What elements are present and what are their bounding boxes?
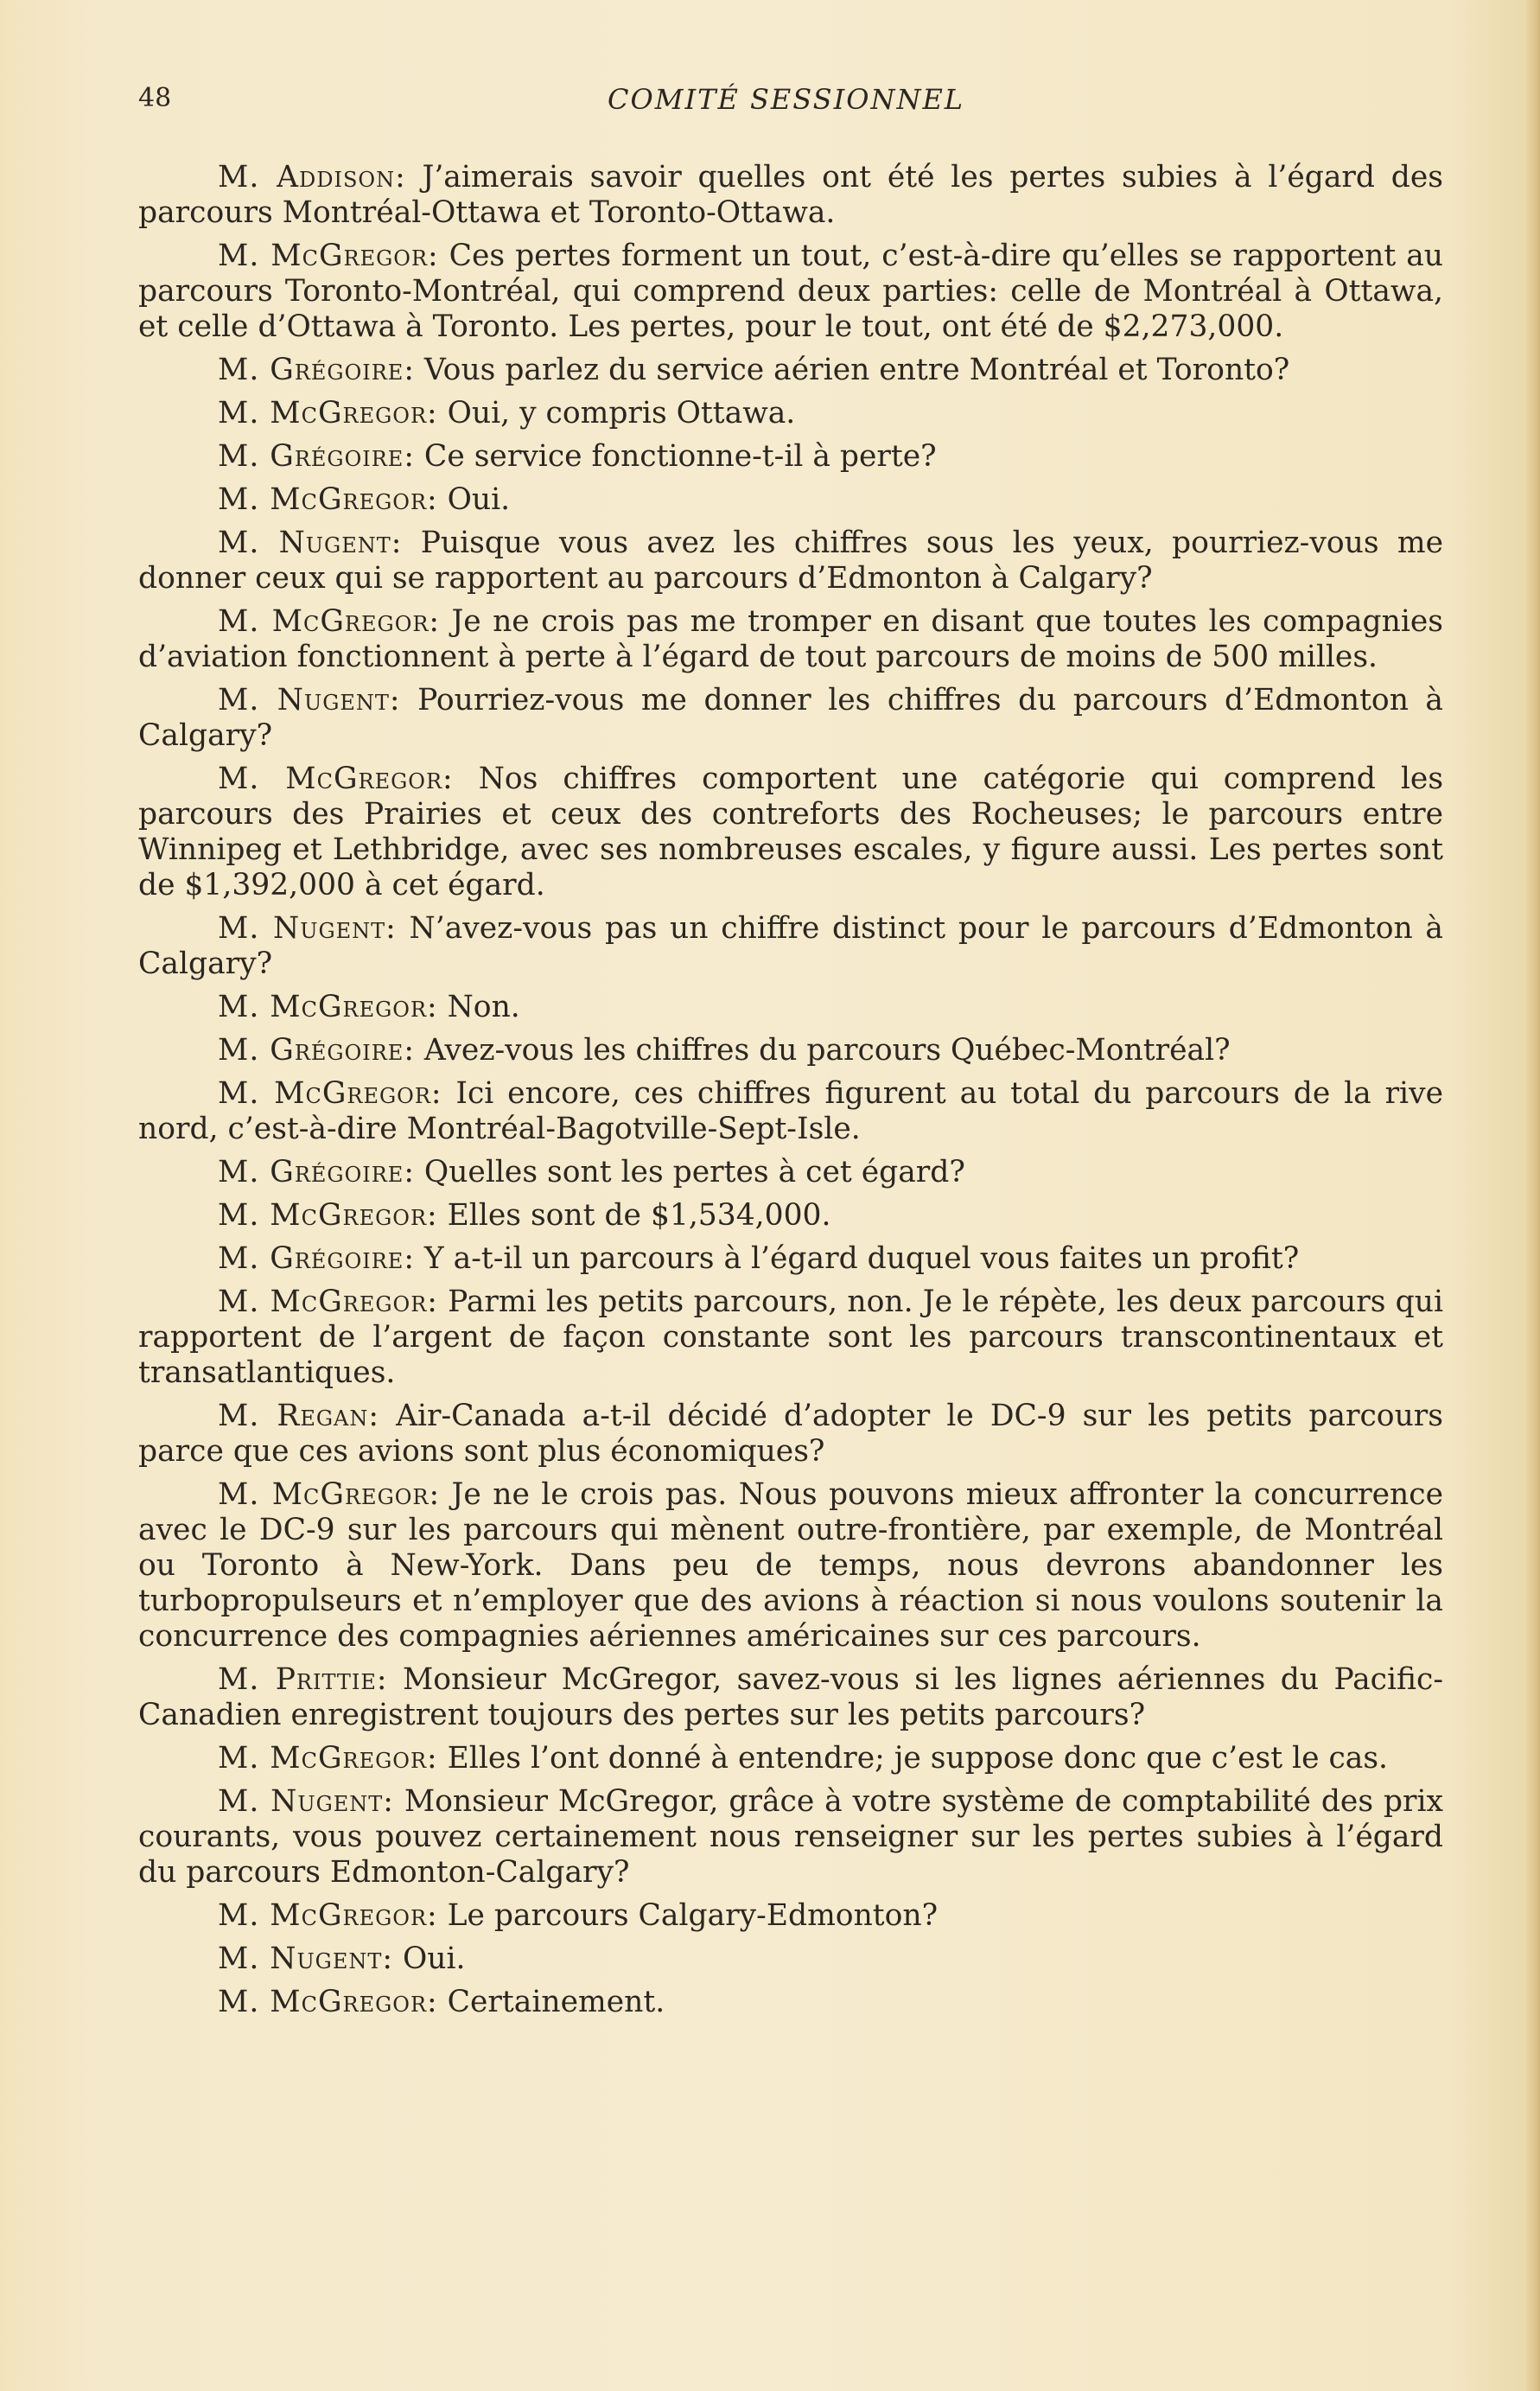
paragraph xyxy=(138,683,1443,754)
paragraph xyxy=(138,604,1443,675)
paragraph-text: Parmi les petits parcours, non. Je le répète, les deux parcours qui rapportent de l’argent de façon constante sont les parcours transcontinentaux et transatlantiques. xyxy=(138,1285,1443,1390)
speaker-name: M. McGregor: xyxy=(218,1477,441,1512)
paragraph-text: Non. xyxy=(447,990,520,1024)
paragraph xyxy=(138,239,1443,345)
speaker-name: M. McGregor: xyxy=(218,604,441,639)
paragraph xyxy=(138,1941,1443,1977)
paragraph xyxy=(138,1155,1443,1190)
running-title: COMITÉ SESSIONNEL xyxy=(608,83,965,116)
paragraph xyxy=(138,1985,1443,2020)
paragraph-text: N’avez-vous pas un chiffre distinct pour le parcours d’Edmonton à Calgary? xyxy=(138,911,1444,981)
speaker-name: M. Addison: xyxy=(218,160,406,194)
paragraph-text: J’aimerais savoir quelles ont été les pertes subies à l’égard des parcours Montréal-Ottawa et Toronto-Ottawa. xyxy=(138,160,1443,230)
paragraph-text: Ces pertes forment un tout, c’est-à-dire qu’elles se rapportent au parcours Toronto-Montréal, qui comprend deux parties: celle de Montréal à Ottawa, et celle d’Ottawa à Toronto. Les pertes, pour le tout, ont été de $2,273,000. xyxy=(138,239,1443,344)
paragraph xyxy=(138,482,1443,518)
paragraph-text: Elles sont de $1,534,000. xyxy=(447,1198,831,1233)
speaker-name: M. McGregor: xyxy=(218,396,438,430)
paragraph-text: Avez-vous les chiffres du parcours Québec-Montréal? xyxy=(423,1033,1231,1068)
paragraph-text: Le parcours Calgary-Edmonton? xyxy=(447,1898,939,1933)
paragraph xyxy=(138,1784,1443,1890)
speaker-name: M. Regan: xyxy=(218,1399,379,1433)
paragraph-text: Puisque vous avez les chiffres sous les yeux, pourriez-vous me donner ceux qui se rapportent au parcours d’Edmonton à Calgary? xyxy=(138,526,1443,596)
paragraph xyxy=(138,160,1443,231)
paragraph xyxy=(138,1033,1443,1068)
page-edge-shadow xyxy=(1524,0,1540,2391)
paragraph xyxy=(138,762,1443,903)
paragraph xyxy=(138,526,1443,596)
speaker-name: M. Nugent: xyxy=(218,1784,394,1819)
speaker-name: M. Grégoire: xyxy=(218,439,415,474)
page-header xyxy=(138,83,1435,126)
speaker-name: M. McGregor: xyxy=(218,762,454,796)
paragraph-text: Nos chiffres comportent une catégorie qui comprend les parcours des Prairies et ceux des contreforts des Rocheuses; le parcours entre Winnipeg et Lethbridge, avec ses nombreuses escales, y figure aussi. Les pertes sont de $1,392,000 à cet égard. xyxy=(138,762,1444,902)
speaker-name: M. Nugent: xyxy=(218,526,403,560)
paragraph xyxy=(138,439,1443,475)
paragraph-text: Quelles sont les pertes à cet égard? xyxy=(423,1155,965,1189)
speaker-name: M. Grégoire: xyxy=(218,1241,415,1276)
paragraph-text: Pourriez-vous me donner les chiffres du parcours d’Edmonton à Calgary? xyxy=(138,683,1444,753)
paragraph-text: Air-Canada a-t-il décidé d’adopter le DC-9 sur les petits parcours parce que ces avions sont plus économiques? xyxy=(138,1399,1443,1469)
speaker-name: M. Nugent: xyxy=(218,683,401,717)
paragraph xyxy=(138,1399,1443,1470)
paragraph xyxy=(138,1285,1443,1391)
paragraph-text: Certainement. xyxy=(447,1985,665,2019)
speaker-name: M. McGregor: xyxy=(218,1076,442,1111)
speaker-name: M. McGregor: xyxy=(218,990,438,1024)
paragraph xyxy=(138,353,1443,388)
speaker-name: M. McGregor: xyxy=(218,482,438,517)
speaker-name: M. McGregor: xyxy=(218,1985,438,2019)
paragraph-text: Monsieur McGregor, savez-vous si les lignes aériennes du Pacific-Canadien enregistrent toujours des pertes sur les petits parcours? xyxy=(138,1662,1444,1732)
speaker-name: M. McGregor: xyxy=(218,239,439,273)
speaker-name: M. McGregor: xyxy=(218,1741,438,1776)
paragraph-text: Y a-t-il un parcours à l’égard duquel vous faites un profit? xyxy=(423,1241,1300,1276)
speaker-name: M. Grégoire: xyxy=(218,353,415,387)
paragraph-text: Monsieur McGregor, grâce à votre système de comptabilité des prix courants, vous pouvez certainement nous renseigner sur les pertes subies à l’égard du parcours Edmonton-Calgary? xyxy=(138,1784,1443,1890)
paragraph-text: Oui, y compris Ottawa. xyxy=(447,396,796,430)
paragraph xyxy=(138,1662,1443,1733)
speaker-name: M. Grégoire: xyxy=(218,1033,415,1068)
paragraph xyxy=(138,990,1443,1025)
paragraph-text: Je ne crois pas me tromper en disant que toutes les compagnies d’aviation fonctionnent à perte à l’égard de tout parcours de moins de 500 milles. xyxy=(138,604,1443,674)
paragraph xyxy=(138,396,1443,431)
paragraph-text: Oui. xyxy=(402,1941,466,1976)
paragraph xyxy=(138,911,1443,982)
paragraph xyxy=(138,1477,1443,1655)
paragraph-text: Ce service fonctionne-t-il à perte? xyxy=(423,439,937,474)
speaker-name: M. Nugent: xyxy=(218,1941,393,1976)
paragraph xyxy=(138,1076,1443,1147)
paragraph-text: Elles l’ont donné à entendre; je suppose donc que c’est le cas. xyxy=(447,1741,1389,1776)
speaker-name: M. McGregor: xyxy=(218,1285,438,1319)
paragraph-text: Je ne le crois pas. Nous pouvons mieux affronter la concurrence avec le DC-9 sur les parcours qui mènent outre-frontière, par exemple, de Montréal ou Toronto à New-York. Dans peu de temps, nous devrons abandonner les turbopropulseurs et n’employer que des avions à réaction si nous voulons soutenir la concurrence des compagnies aériennes américaines sur ces parcours. xyxy=(138,1477,1443,1654)
paragraph xyxy=(138,1198,1443,1234)
speaker-name: M. Nugent: xyxy=(218,911,397,946)
paragraph xyxy=(138,1241,1443,1277)
speaker-name: M. McGregor: xyxy=(218,1198,438,1233)
paragraph-text: Vous parlez du service aérien entre Montréal et Toronto? xyxy=(423,353,1290,387)
paragraph-text: Ici encore, ces chiffres figurent au total du parcours de la rive nord, c’est-à-dire Montréal-Bagotville-Sept-Isle. xyxy=(138,1076,1444,1146)
transcript-body xyxy=(138,160,1443,2028)
paragraph-text: Oui. xyxy=(447,482,511,517)
speaker-name: M. Prittie: xyxy=(218,1662,388,1697)
paragraph xyxy=(138,1741,1443,1776)
speaker-name: M. McGregor: xyxy=(218,1898,438,1933)
speaker-name: M. Grégoire: xyxy=(218,1155,415,1189)
page-number: 48 xyxy=(138,83,172,113)
paragraph xyxy=(138,1898,1443,1934)
